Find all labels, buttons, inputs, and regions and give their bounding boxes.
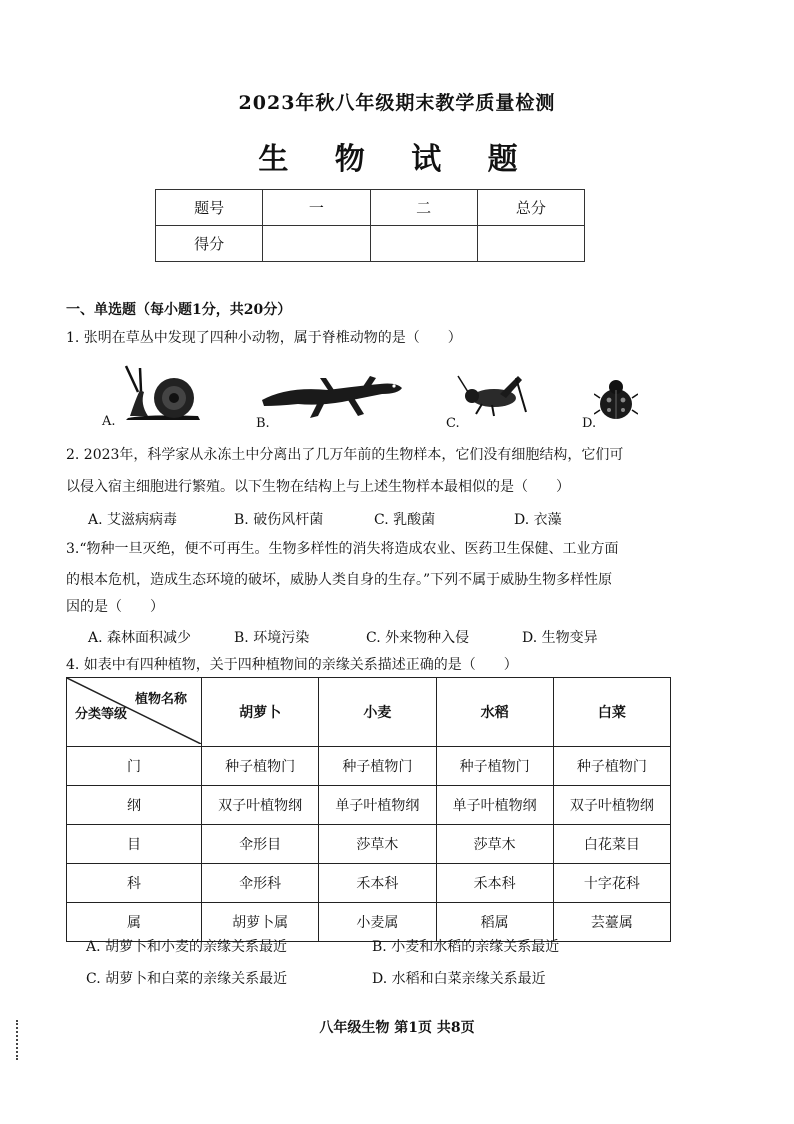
score-row-label: 得分: [156, 226, 263, 262]
plant-classification-table: [66, 677, 671, 942]
value-cell: 莎草木: [436, 825, 553, 864]
score-table: [155, 189, 585, 262]
question-2-line1: 2. 2023年，科学家从永冻土中分离出了几万年前的生物样本，它们没有细胞结构，它们可: [66, 447, 624, 463]
value-cell: 莎草木: [319, 825, 436, 864]
table-row: [67, 864, 671, 903]
score-blank-cell[interactable]: [263, 226, 370, 262]
value-cell: 十字花科: [553, 864, 670, 903]
value-cell: 单子叶植物纲: [319, 786, 436, 825]
score-header-cell: 总分: [477, 190, 584, 226]
question-3-line3: 因的是（ ）: [66, 599, 164, 615]
value-cell: 芸薹属: [553, 903, 670, 942]
table-row: [67, 825, 671, 864]
rank-cell: 科: [67, 864, 202, 903]
table-row: [67, 786, 671, 825]
q4-option-c[interactable]: C. 胡萝卜和白菜的亲缘关系最近: [86, 971, 288, 987]
option-label: C.: [446, 416, 460, 431]
plant-name-header: 白菜: [553, 678, 670, 747]
snail-icon: [118, 362, 206, 426]
value-cell: 种子植物门: [202, 747, 319, 786]
rank-cell: 门: [67, 747, 202, 786]
q3-option-d[interactable]: D. 生物变异: [522, 630, 598, 646]
option-label: A.: [102, 414, 116, 429]
score-row: [156, 226, 585, 262]
value-cell: 单子叶植物纲: [436, 786, 553, 825]
value-cell: 白花菜目: [553, 825, 670, 864]
value-cell: 禾本科: [319, 864, 436, 903]
plant-name-header: 水稻: [436, 678, 553, 747]
q2-option-b[interactable]: B. 破伤风杆菌: [234, 512, 324, 528]
lizard-icon: [258, 372, 406, 428]
subject-title: 生 物 试 题: [258, 142, 536, 177]
q2-option-c[interactable]: C. 乳酸菌: [374, 512, 436, 528]
page-footer: 八年级生物 第1页 共8页: [319, 1020, 475, 1036]
binding-line: [16, 1020, 21, 1060]
q2-option-d[interactable]: D. 衣藻: [514, 512, 562, 528]
score-blank-cell[interactable]: [370, 226, 477, 262]
question-4-text: 4. 如表中有四种植物，关于四种植物间的亲缘关系描述正确的是（ ）: [66, 657, 518, 673]
option-label: B.: [256, 416, 270, 431]
value-cell: 伞形目: [202, 825, 319, 864]
plant-name-header: 胡萝卜: [202, 678, 319, 747]
score-header-cell: 二: [370, 190, 477, 226]
value-cell: 小麦属: [319, 903, 436, 942]
rank-cell: 纲: [67, 786, 202, 825]
q4-option-b[interactable]: B. 小麦和水稻的亲缘关系最近: [372, 939, 560, 955]
ladybug-icon: [594, 376, 638, 426]
plant-header-row: [67, 678, 671, 747]
q3-option-a[interactable]: A. 森林面积减少: [88, 630, 192, 646]
q4-option-a[interactable]: A. 胡萝卜和小麦的亲缘关系最近: [86, 939, 288, 955]
grasshopper-icon: [456, 372, 530, 422]
corner-top-label: 植物名称: [134, 692, 187, 707]
value-cell: 胡萝卜属: [202, 903, 319, 942]
q3-option-c[interactable]: C. 外来物种入侵: [366, 630, 470, 646]
value-cell: 稻属: [436, 903, 553, 942]
rank-cell: 目: [67, 825, 202, 864]
q1-option-a-label: [102, 410, 116, 429]
table-corner-cell: [67, 678, 202, 747]
score-blank-cell[interactable]: [477, 226, 584, 262]
question-2-line2: 以侵入宿主细胞进行繁殖。以下生物在结构上与上述生物样本最相似的是（ ）: [66, 479, 570, 495]
q2-option-a[interactable]: A. 艾滋病病毒: [88, 512, 178, 528]
table-row: [67, 747, 671, 786]
q4-option-d[interactable]: D. 水稻和白菜亲缘关系最近: [372, 971, 546, 987]
value-cell: 种子植物门: [319, 747, 436, 786]
corner-bottom-label: 分类等级: [75, 707, 128, 722]
value-cell: 伞形科: [202, 864, 319, 903]
plant-name-header: 小麦: [319, 678, 436, 747]
rank-cell: 属: [67, 903, 202, 942]
value-cell: 双子叶植物纲: [553, 786, 670, 825]
q3-option-b[interactable]: B. 环境污染: [234, 630, 310, 646]
score-header-cell: 题号: [156, 190, 263, 226]
exam-title: 2023年秋八年级期末教学质量检测: [238, 92, 556, 114]
value-cell: 双子叶植物纲: [202, 786, 319, 825]
question-3-line2: 的根本危机，造成生态环境的破坏，威胁人类自身的生存。”下列不属于威胁生物多样性原: [66, 572, 613, 588]
value-cell: 禾本科: [436, 864, 553, 903]
question-3-line1: 3.“物种一旦灭绝，便不可再生。生物多样性的消失将造成农业、医药卫生保健、工业方面: [66, 541, 619, 557]
value-cell: 种子植物门: [436, 747, 553, 786]
section-heading: 一、单选题（每小题1分，共20分）: [66, 302, 292, 318]
value-cell: 种子植物门: [553, 747, 670, 786]
score-header-cell: 一: [263, 190, 370, 226]
question-1-text: 1. 张明在草丛中发现了四种小动物，属于脊椎动物的是（ ）: [66, 330, 462, 346]
option-label: D.: [582, 416, 597, 431]
score-header-row: [156, 190, 585, 226]
